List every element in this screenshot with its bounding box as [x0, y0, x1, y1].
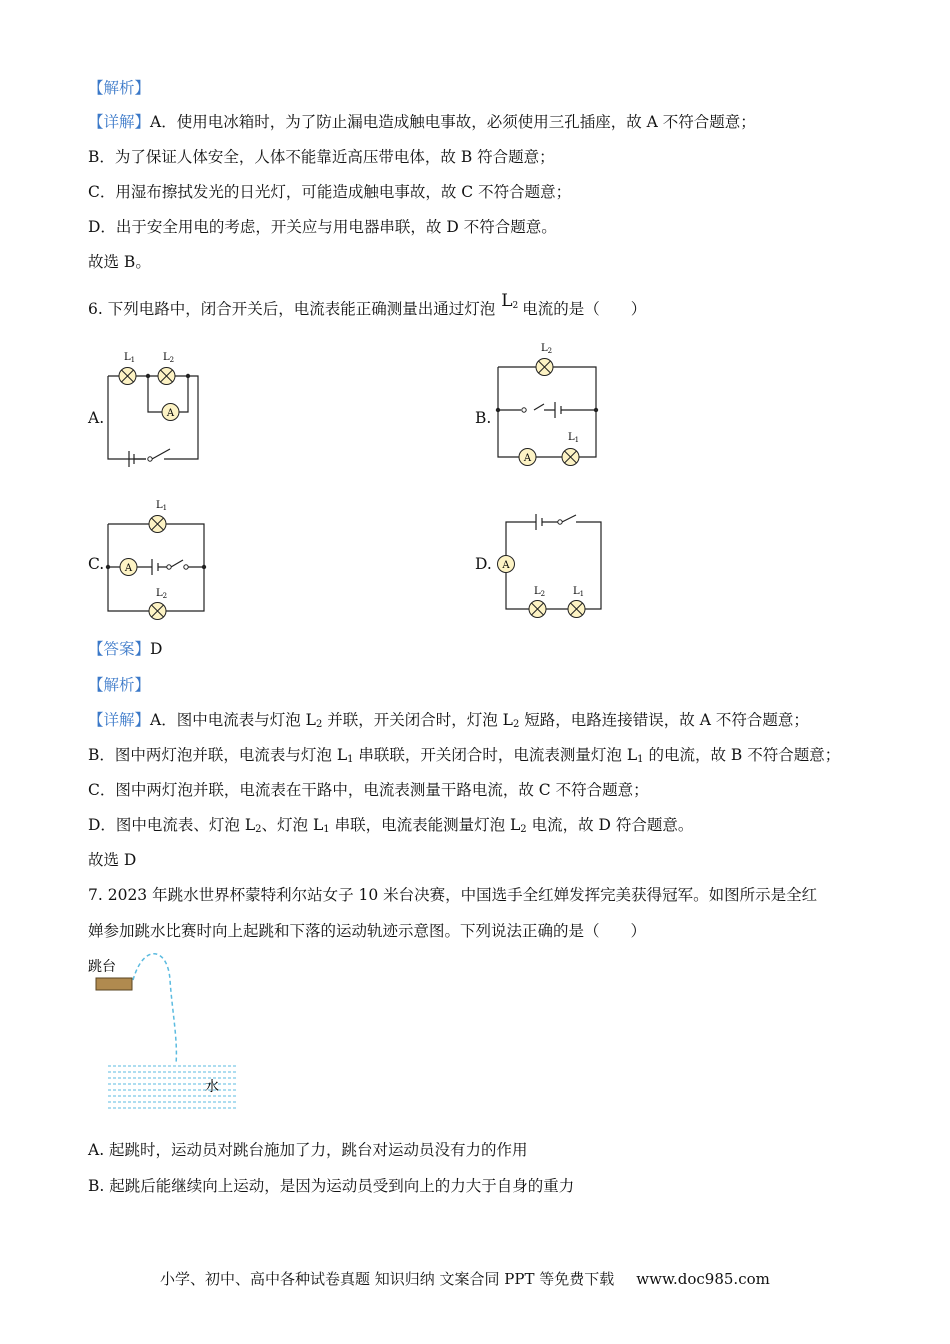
- ammeter-icon: [519, 449, 536, 466]
- lamp-l2-icon: [536, 359, 553, 376]
- subscript: 2: [520, 824, 527, 835]
- answer-value: D: [150, 640, 163, 658]
- text: 串联联，开关闭合时，电流表测量灯泡 L: [353, 746, 638, 764]
- q5-detail-line-b: B．为了保证人体安全，人体不能靠近高压带电体，故 B 符合题意；: [88, 148, 555, 166]
- subscript: 2: [315, 719, 323, 730]
- water-label: 水: [205, 1079, 219, 1095]
- lamp-l1-icon: [119, 368, 136, 385]
- subscript: 1: [347, 754, 354, 765]
- q5-conclusion: 故选 B。: [88, 253, 151, 271]
- text: 、灯泡 L: [261, 816, 324, 834]
- detail-tag: 【详解】: [88, 113, 151, 131]
- q7-option-b: B. 起跳后能继续向上运动，是因为运动员受到向上的力大于自身的重力: [88, 1177, 575, 1195]
- circuit-d: [490, 508, 610, 623]
- q5-detail-line-a: [88, 111, 756, 133]
- option-c-label: C.: [88, 555, 105, 573]
- option-a-label: A.: [88, 409, 105, 427]
- page-footer: [160, 1268, 770, 1289]
- lamp-l2-icon: [149, 603, 166, 620]
- q6-detail-line-b: [88, 744, 840, 771]
- option-b-label: B.: [475, 409, 492, 427]
- l2-label: $L_2$: [156, 588, 168, 600]
- trajectory: [133, 954, 176, 1064]
- junction-dot: [106, 565, 110, 569]
- svg-text:A: A: [502, 560, 510, 571]
- lamp-l2-icon: [529, 601, 546, 618]
- junction-dot: [496, 408, 500, 412]
- junction-dot: [146, 374, 150, 378]
- ammeter-icon: [162, 404, 179, 421]
- text: B．图中两灯泡并联，电流表与灯泡 L: [88, 746, 348, 764]
- footer-url[interactable]: www.doc985.com: [636, 1270, 770, 1288]
- detail-tag: 【详解】: [88, 711, 151, 729]
- platform-label: 跳台: [88, 959, 116, 975]
- switch-pivot: [167, 565, 171, 569]
- l1-label: $L_1$: [568, 432, 580, 444]
- q6-detail-line-d: [88, 814, 693, 841]
- ammeter-icon: [120, 559, 137, 576]
- l2-label: $L_2$: [541, 343, 553, 355]
- junction-dot: [594, 408, 598, 412]
- platform: [96, 978, 132, 990]
- l2-label: $L_2$: [534, 586, 546, 598]
- text: 短路，电路连接错误，故 A 不符合题意；: [519, 711, 809, 729]
- analysis-tag: 【解析】: [88, 676, 151, 694]
- junction-dot: [186, 374, 190, 378]
- q6-stem-lamp: [501, 291, 518, 311]
- switch-pivot: [558, 520, 562, 524]
- text: 的电流，故 B 不符合题意；: [643, 746, 841, 764]
- circuit-a: [100, 345, 210, 470]
- text: 电流，故 D 符合题意。: [526, 816, 694, 834]
- lamp-l1-icon: [568, 601, 585, 618]
- q6-stem-pre: 6. 下列电路中，闭合开关后，电流表能正确测量出通过灯泡: [88, 300, 496, 318]
- circuit-b: [490, 340, 605, 470]
- q6-stem-post: 电流的是（ ）: [522, 300, 647, 318]
- l1-label: $L_1$: [124, 352, 136, 364]
- lamp-l2-icon: [158, 368, 175, 385]
- answer-tag: 【答案】: [88, 640, 151, 658]
- q5-detail-line-d: D．出于安全用电的考虑，开关应与用电器串联，故 D 不符合题意。: [88, 218, 557, 236]
- subscript: 1: [637, 754, 644, 765]
- svg-text:A: A: [124, 563, 133, 574]
- text: 串联，电流表能测量灯泡 L: [329, 816, 521, 834]
- q7-option-a: A. 起跳时，运动员对跳台施加了力，跳台对运动员没有力的作用: [88, 1141, 528, 1159]
- text: A．图中电流表与灯泡 L: [150, 711, 316, 729]
- subscript: 2: [512, 719, 520, 730]
- subscript: 2: [255, 824, 262, 835]
- q5-line-a-text: A．使用电冰箱时，为了防止漏电造成触电事故，必须使用三孔插座，故 A 不符合题意；: [150, 113, 756, 131]
- q6-answer: [88, 638, 162, 660]
- diving-diagram: [86, 950, 246, 1120]
- q5-detail-line-c: C．用湿布擦拭发光的日光灯，可能造成触电事故，故 C 不符合题意；: [88, 183, 572, 201]
- q6-detail-line-a: [88, 709, 809, 736]
- l2-label: $L_2$: [163, 352, 175, 364]
- switch-pivot: [148, 457, 152, 461]
- footer-text: 小学、初中、高中各种试卷真题 知识归纳 文案合同 PPT 等免费下载: [160, 1270, 615, 1288]
- q6-lamp-sub: 2: [512, 301, 519, 311]
- svg-text:A: A: [166, 408, 175, 419]
- text: D．图中电流表、灯泡 L: [88, 816, 256, 834]
- lamp-l1-icon: [149, 516, 166, 533]
- q7-stem-line-2: 婵参加跳水比赛时向上起跳和下落的运动轨迹示意图。下列说法正确的是（ ）: [88, 922, 647, 940]
- text: 并联，开关闭合时，灯泡 L: [322, 711, 513, 729]
- option-d-label: D.: [475, 555, 492, 573]
- q6-detail-line-c: C．图中两灯泡并联，电流表在干路中，电流表测量干路电流，故 C 不符合题意；: [88, 781, 649, 799]
- subscript: 1: [323, 824, 330, 835]
- q7-stem-line-1: 7. 2023 年跳水世界杯蒙特利尔站女子 10 米台决赛，中国选手全红婵发挥完美获得冠军。如图所示是全红: [88, 886, 818, 904]
- switch-pivot: [522, 408, 526, 412]
- switch-contact: [184, 565, 188, 569]
- l1-label: $L_1$: [573, 586, 585, 598]
- ammeter-icon: [498, 556, 515, 573]
- analysis-tag: 【解析】: [88, 79, 151, 97]
- lamp-l1-icon: [562, 449, 579, 466]
- svg-text:A: A: [523, 453, 532, 464]
- q6-conclusion: 故选 D: [88, 851, 137, 869]
- circuit-c: [100, 498, 215, 623]
- l1-label: $L_1$: [156, 500, 168, 512]
- q6-stem: [88, 291, 647, 325]
- q6-lamp-letter: L: [501, 291, 513, 311]
- junction-dot: [202, 565, 206, 569]
